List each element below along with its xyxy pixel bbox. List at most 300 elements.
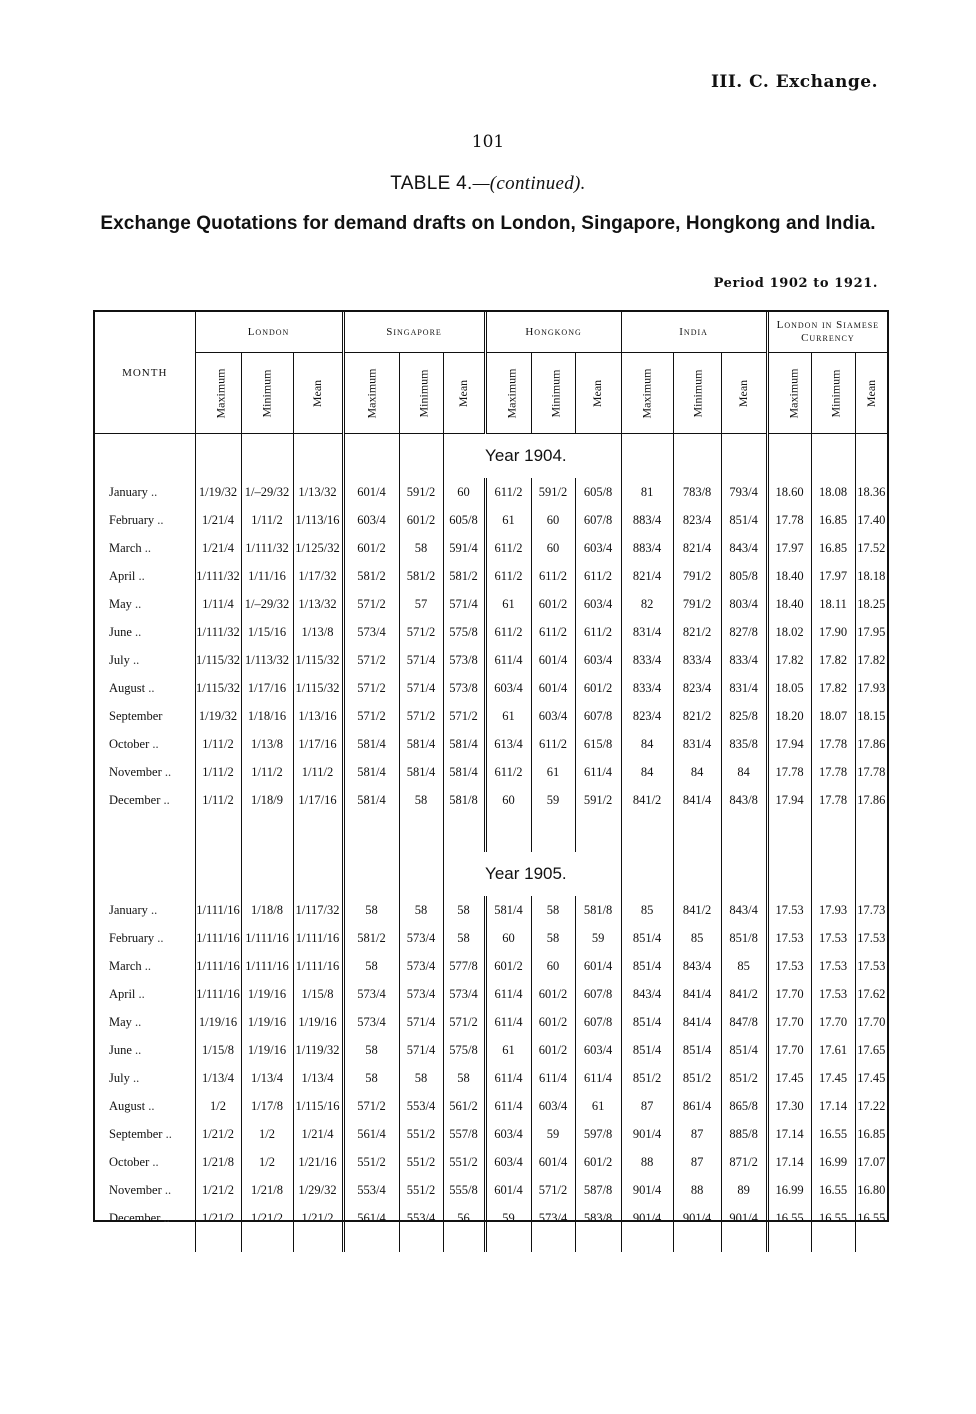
cell-singapore-minimum: 57	[399, 590, 443, 618]
cell-singapore-maximum: 571/2	[343, 590, 399, 618]
cell-london-mean: 1/21/4	[293, 1120, 343, 1148]
subheader-london-siamese-mean	[855, 353, 887, 434]
year-row-gap	[855, 434, 887, 479]
cell-india-maximum: 851/4	[621, 952, 673, 980]
month-leader-dots: ..	[152, 736, 159, 751]
month-cell	[95, 506, 195, 534]
month-leader-dots: ..	[135, 1042, 142, 1057]
cell-singapore-maximum: 561/4	[343, 1204, 399, 1232]
cell-singapore-minimum: 571/2	[399, 702, 443, 730]
year-row-gap	[621, 434, 673, 479]
subheader-singapore-maximum	[343, 353, 399, 434]
cell-india-maximum: 88	[621, 1148, 673, 1176]
subheader-label: Maximum	[213, 368, 227, 418]
table-row	[95, 646, 887, 674]
year-row-gap	[443, 434, 485, 479]
month-name: September	[109, 708, 163, 723]
cell-india-minimum: 861/4	[673, 1092, 721, 1120]
cell-hongkong-mean: 607/8	[575, 980, 621, 1008]
month-cell	[95, 478, 195, 506]
cell-london-siamese-mean: 17.22	[855, 1092, 887, 1120]
cell-hongkong-mean: 61	[575, 1092, 621, 1120]
table-label: TABLE 4.	[390, 173, 473, 194]
tail-cell	[343, 1232, 399, 1252]
cell-india-minimum: 841/4	[673, 980, 721, 1008]
tail-cell	[673, 1232, 721, 1252]
cell-london-siamese-minimum: 16.85	[811, 506, 855, 534]
cell-hongkong-mean: 607/8	[575, 702, 621, 730]
cell-hongkong-maximum: 601/4	[485, 1176, 531, 1204]
cell-singapore-mean: 591/4	[443, 534, 485, 562]
month-leader-dots: ..	[132, 652, 140, 667]
cell-india-maximum: 85	[621, 896, 673, 924]
cell-london-siamese-minimum: 17.97	[811, 562, 855, 590]
month-leader-dots: ..	[164, 1182, 172, 1197]
month-name: November	[109, 1182, 162, 1197]
cell-india-minimum: 851/2	[673, 1064, 721, 1092]
cell-singapore-minimum: 553/4	[399, 1092, 443, 1120]
spacer-cell	[575, 814, 621, 852]
cell-london-mean: 1/111/16	[293, 952, 343, 980]
subheader-label: Minimum	[259, 368, 274, 418]
cell-london-maximum: 1/21/2	[195, 1120, 241, 1148]
subheader-label: Minimum	[548, 368, 563, 418]
month-leader-dots: ..	[144, 540, 151, 555]
cell-hongkong-maximum: 603/4	[485, 1148, 531, 1176]
month-cell	[95, 758, 195, 786]
cell-india-minimum: 87	[673, 1148, 721, 1176]
cell-india-maximum: 851/4	[621, 1036, 673, 1064]
cell-singapore-maximum: 581/2	[343, 924, 399, 952]
cell-london-siamese-mean: 17.53	[855, 952, 887, 980]
subheader-label: Mean	[456, 379, 471, 407]
cell-singapore-minimum: 58	[399, 896, 443, 924]
cell-london-minimum: 1/18/16	[241, 702, 293, 730]
cell-india-minimum: 84	[673, 758, 721, 786]
month-column-header: MONTH	[95, 312, 195, 434]
cell-london-siamese-mean: 16.80	[855, 1176, 887, 1204]
cell-london-siamese-mean: 17.53	[855, 924, 887, 952]
subheader-singapore-minimum	[399, 353, 443, 434]
cell-london-siamese-maximum: 17.53	[767, 952, 811, 980]
year-row-gap	[443, 852, 485, 896]
year-row-gap	[343, 434, 399, 479]
cell-singapore-minimum: 571/4	[399, 1008, 443, 1036]
cell-singapore-minimum: 571/4	[399, 1036, 443, 1064]
cell-london-mean: 1/13/32	[293, 478, 343, 506]
cell-india-minimum: 783/8	[673, 478, 721, 506]
month-name: July	[109, 652, 130, 667]
table-title: Exchange Quotations for demand drafts on London, Singapore, Hongkong and India.	[100, 213, 876, 234]
cell-hongkong-minimum: 601/4	[531, 674, 575, 702]
month-name: June	[109, 624, 132, 639]
cell-london-siamese-mean: 17.73	[855, 896, 887, 924]
cell-hongkong-mean: 59	[575, 924, 621, 952]
cell-london-siamese-maximum: 17.45	[767, 1064, 811, 1092]
subheader-label: Mean	[863, 379, 878, 407]
month-leader-dots: ..	[157, 930, 164, 945]
cell-london-siamese-mean: 17.52	[855, 534, 887, 562]
cell-singapore-mean: 561/2	[443, 1092, 485, 1120]
cell-hongkong-minimum: 611/2	[531, 562, 575, 590]
year-label: Year 1905.	[485, 864, 567, 883]
cell-london-siamese-maximum: 17.97	[767, 534, 811, 562]
cell-india-maximum: 843/4	[621, 980, 673, 1008]
cell-india-mean: 851/2	[721, 1064, 767, 1092]
cell-london-siamese-minimum: 16.55	[811, 1176, 855, 1204]
cell-london-maximum: 1/21/4	[195, 506, 241, 534]
cell-london-siamese-maximum: 17.94	[767, 730, 811, 758]
month-leader-dots: ..	[135, 624, 142, 639]
cell-india-maximum: 84	[621, 758, 673, 786]
month-cell	[95, 1148, 195, 1176]
cell-hongkong-minimum: 611/2	[531, 618, 575, 646]
cell-hongkong-maximum: 611/2	[485, 758, 531, 786]
cell-london-siamese-minimum: 16.85	[811, 534, 855, 562]
month-cell	[95, 1176, 195, 1204]
tail-cell	[721, 1232, 767, 1252]
cell-india-mean: 803/4	[721, 590, 767, 618]
cell-london-maximum: 1/111/16	[195, 952, 241, 980]
month-cell	[95, 1204, 195, 1232]
spacer-cell	[855, 814, 887, 852]
section-title: III. C. Exchange.	[710, 72, 878, 92]
cell-singapore-minimum: 58	[399, 1064, 443, 1092]
month-name: January	[109, 902, 148, 917]
cell-hongkong-minimum: 601/4	[531, 646, 575, 674]
cell-london-mean: 1/21/2	[293, 1204, 343, 1232]
cell-hongkong-maximum: 59	[485, 1204, 531, 1232]
cell-hongkong-minimum: 60	[531, 952, 575, 980]
cell-london-siamese-mean: 17.78	[855, 758, 887, 786]
cell-hongkong-maximum: 611/4	[485, 980, 531, 1008]
cell-india-minimum: 841/2	[673, 896, 721, 924]
cell-hongkong-mean: 611/4	[575, 1064, 621, 1092]
cell-hongkong-maximum: 611/2	[485, 562, 531, 590]
group-header-london: London	[195, 312, 343, 353]
cell-singapore-maximum: 58	[343, 952, 399, 980]
year-row-gap	[673, 852, 721, 896]
cell-london-siamese-minimum: 17.70	[811, 1008, 855, 1036]
cell-london-siamese-mean: 17.86	[855, 730, 887, 758]
subheader-label: Mean	[310, 379, 325, 407]
cell-singapore-maximum: 571/2	[343, 674, 399, 702]
cell-london-siamese-maximum: 18.20	[767, 702, 811, 730]
year-row-gap	[195, 852, 241, 896]
group-header-row	[95, 312, 887, 353]
cell-singapore-maximum: 573/4	[343, 618, 399, 646]
cell-london-siamese-minimum: 17.53	[811, 924, 855, 952]
month-cell	[95, 646, 195, 674]
cell-singapore-maximum: 581/2	[343, 562, 399, 590]
month-cell	[95, 534, 195, 562]
cell-india-minimum: 88	[673, 1176, 721, 1204]
cell-london-maximum: 1/21/2	[195, 1176, 241, 1204]
cell-singapore-mean: 573/8	[443, 674, 485, 702]
cell-london-siamese-mean: 18.25	[855, 590, 887, 618]
spacer-cell	[485, 814, 531, 852]
month-cell	[95, 786, 195, 814]
month-leader-dots: ..	[148, 680, 155, 695]
cell-london-siamese-maximum: 16.55	[767, 1204, 811, 1232]
cell-singapore-maximum: 573/4	[343, 1008, 399, 1036]
month-leader-dots: ..	[163, 792, 170, 807]
cell-hongkong-mean: 601/2	[575, 1148, 621, 1176]
cell-london-siamese-maximum: 16.99	[767, 1176, 811, 1204]
spacer-cell	[399, 814, 443, 852]
month-name: January	[109, 484, 148, 499]
cell-london-siamese-mean: 17.86	[855, 786, 887, 814]
cell-hongkong-mean: 601/2	[575, 674, 621, 702]
cell-hongkong-maximum: 611/2	[485, 478, 531, 506]
table-row	[95, 1036, 887, 1064]
cell-london-siamese-mean: 17.70	[855, 1008, 887, 1036]
cell-london-siamese-maximum: 18.40	[767, 562, 811, 590]
cell-hongkong-minimum: 58	[531, 924, 575, 952]
month-cell	[95, 1120, 195, 1148]
month-leader-dots: ..	[132, 1070, 140, 1085]
month-cell	[95, 952, 195, 980]
cell-hongkong-minimum: 61	[531, 758, 575, 786]
cell-london-minimum: 1/13/8	[241, 730, 293, 758]
cell-india-mean: 805/8	[721, 562, 767, 590]
cell-london-siamese-maximum: 18.40	[767, 590, 811, 618]
year-row-gap	[293, 434, 343, 479]
cell-singapore-mean: 581/2	[443, 562, 485, 590]
year-row-gap	[855, 852, 887, 896]
month-leader-dots: ..	[144, 958, 151, 973]
cell-singapore-maximum: 573/4	[343, 980, 399, 1008]
cell-singapore-minimum: 591/2	[399, 478, 443, 506]
spacer-cell	[767, 814, 811, 852]
tail-cell	[531, 1232, 575, 1252]
month-name: June	[109, 1042, 132, 1057]
tail-row	[95, 1232, 887, 1252]
year-row-gap	[767, 434, 811, 479]
cell-london-minimum: 1/11/2	[241, 758, 293, 786]
subheader-label: Minimum	[828, 368, 843, 418]
tail-cell	[811, 1232, 855, 1252]
cell-london-siamese-mean: 17.40	[855, 506, 887, 534]
group-header-london-siamese: London in Siamese Currency	[767, 312, 887, 353]
cell-london-siamese-minimum: 18.08	[811, 478, 855, 506]
cell-london-siamese-minimum: 17.82	[811, 674, 855, 702]
month-name: May	[109, 596, 132, 611]
subheader-label: Maximum	[504, 368, 519, 418]
cell-london-minimum: 1/21/8	[241, 1176, 293, 1204]
cell-london-maximum: 1/111/32	[195, 618, 241, 646]
subheader-london-maximum	[195, 353, 241, 434]
subheader-london-siamese-minimum	[811, 353, 855, 434]
cell-london-minimum: 1/13/4	[241, 1064, 293, 1092]
cell-hongkong-minimum: 603/4	[531, 702, 575, 730]
cell-hongkong-mean: 605/8	[575, 478, 621, 506]
cell-singapore-minimum: 573/4	[399, 924, 443, 952]
cell-london-minimum: 1/18/9	[241, 786, 293, 814]
cell-hongkong-maximum: 603/4	[485, 1120, 531, 1148]
cell-hongkong-mean: 597/8	[575, 1120, 621, 1148]
cell-hongkong-mean: 581/8	[575, 896, 621, 924]
cell-london-siamese-maximum: 17.14	[767, 1148, 811, 1176]
cell-london-maximum: 1/111/16	[195, 924, 241, 952]
month-leader-dots: ..	[135, 596, 142, 611]
cell-london-siamese-minimum: 16.55	[811, 1204, 855, 1232]
table-row	[95, 1008, 887, 1036]
cell-london-siamese-minimum: 17.53	[811, 980, 855, 1008]
month-cell	[95, 590, 195, 618]
table-row	[95, 1092, 887, 1120]
year-row-gap	[241, 434, 293, 479]
cell-london-maximum: 1/11/2	[195, 758, 241, 786]
cell-hongkong-maximum: 603/4	[485, 674, 531, 702]
cell-london-minimum: 1/–29/32	[241, 590, 293, 618]
cell-india-maximum: 82	[621, 590, 673, 618]
cell-singapore-maximum: 58	[343, 896, 399, 924]
cell-hongkong-minimum: 59	[531, 786, 575, 814]
table-row	[95, 1064, 887, 1092]
month-name: December	[109, 1210, 161, 1225]
cell-london-minimum: 1/19/16	[241, 980, 293, 1008]
spacer-cell	[531, 814, 575, 852]
month-cell	[95, 674, 195, 702]
cell-india-mean: 825/8	[721, 702, 767, 730]
cell-singapore-maximum: 571/2	[343, 702, 399, 730]
cell-london-mean: 1/17/32	[293, 562, 343, 590]
cell-london-siamese-minimum: 17.78	[811, 730, 855, 758]
cell-hongkong-mean: 587/8	[575, 1176, 621, 1204]
table-row	[95, 506, 887, 534]
cell-singapore-maximum: 581/4	[343, 730, 399, 758]
cell-hongkong-maximum: 601/2	[485, 952, 531, 980]
cell-hongkong-minimum: 603/4	[531, 1092, 575, 1120]
cell-singapore-maximum: 571/2	[343, 1092, 399, 1120]
tail-cell	[485, 1232, 531, 1252]
month-leader-dots: ..	[157, 512, 164, 527]
cell-hongkong-mean: 583/8	[575, 1204, 621, 1232]
month-cell	[95, 1036, 195, 1064]
cell-singapore-minimum: 581/4	[399, 730, 443, 758]
cell-singapore-minimum: 58	[399, 786, 443, 814]
spacer-cell	[443, 814, 485, 852]
cell-london-maximum: 1/111/16	[195, 980, 241, 1008]
cell-london-siamese-maximum: 17.70	[767, 1036, 811, 1064]
cell-singapore-maximum: 58	[343, 1064, 399, 1092]
cell-singapore-maximum: 58	[343, 1036, 399, 1064]
cell-india-mean: 84	[721, 758, 767, 786]
tail-cell	[195, 1232, 241, 1252]
cell-india-maximum: 821/4	[621, 562, 673, 590]
cell-london-minimum: 1/–29/32	[241, 478, 293, 506]
cell-india-mean: 851/4	[721, 506, 767, 534]
cell-singapore-maximum: 601/4	[343, 478, 399, 506]
cell-hongkong-minimum: 60	[531, 534, 575, 562]
subheader-label: Maximum	[786, 368, 801, 418]
cell-london-siamese-maximum: 17.70	[767, 1008, 811, 1036]
cell-london-siamese-minimum: 17.53	[811, 952, 855, 980]
cell-hongkong-maximum: 611/4	[485, 1008, 531, 1036]
period-label: Period 1902 to 1921.	[713, 276, 878, 291]
year-row-gap	[241, 852, 293, 896]
subheader-label: Minimum	[416, 368, 431, 418]
cell-hongkong-maximum: 60	[485, 924, 531, 952]
cell-london-maximum: 1/21/2	[195, 1204, 241, 1232]
cell-singapore-mean: 60	[443, 478, 485, 506]
group-header-india: India	[621, 312, 767, 353]
cell-india-mean: 851/4	[721, 1036, 767, 1064]
cell-hongkong-mean: 607/8	[575, 1008, 621, 1036]
year-row-gap	[811, 852, 855, 896]
table-row	[95, 980, 887, 1008]
year-row-gap	[343, 852, 399, 896]
cell-singapore-minimum: 551/2	[399, 1148, 443, 1176]
cell-india-mean: 85	[721, 952, 767, 980]
cell-singapore-minimum: 573/4	[399, 980, 443, 1008]
cell-hongkong-minimum: 601/4	[531, 1148, 575, 1176]
cell-india-minimum: 901/4	[673, 1204, 721, 1232]
cell-london-siamese-maximum: 17.30	[767, 1092, 811, 1120]
exchange-table	[95, 312, 887, 1252]
cell-london-minimum: 1/19/16	[241, 1036, 293, 1064]
subcolumn-header-row	[95, 353, 887, 434]
month-name: October	[109, 1154, 150, 1169]
cell-singapore-maximum: 603/4	[343, 506, 399, 534]
cell-london-minimum: 1/15/16	[241, 618, 293, 646]
month-name: March	[109, 958, 142, 973]
cell-london-mean: 1/17/16	[293, 730, 343, 758]
subheader-india-mean	[721, 353, 767, 434]
spacer-cell	[811, 814, 855, 852]
cell-singapore-mean: 58	[443, 924, 485, 952]
cell-london-maximum: 1/19/32	[195, 702, 241, 730]
cell-hongkong-minimum: 59	[531, 1120, 575, 1148]
cell-london-siamese-mean: 17.93	[855, 674, 887, 702]
cell-london-siamese-mean: 17.82	[855, 646, 887, 674]
cell-london-siamese-maximum: 17.94	[767, 786, 811, 814]
cell-london-siamese-minimum: 16.55	[811, 1120, 855, 1148]
table-row	[95, 1120, 887, 1148]
cell-london-minimum: 1/11/2	[241, 506, 293, 534]
table-row	[95, 674, 887, 702]
cell-singapore-mean: 581/4	[443, 758, 485, 786]
cell-singapore-minimum: 581/2	[399, 562, 443, 590]
cell-india-minimum: 821/2	[673, 618, 721, 646]
year-row-gap	[95, 434, 195, 479]
table-row	[95, 1176, 887, 1204]
month-name: February	[109, 930, 155, 945]
cell-london-minimum: 1/17/16	[241, 674, 293, 702]
cell-india-minimum: 841/4	[673, 786, 721, 814]
year-row-gap	[399, 434, 443, 479]
table-continued: —(continued).	[472, 173, 586, 194]
cell-hongkong-mean: 591/2	[575, 786, 621, 814]
cell-london-siamese-mean: 17.45	[855, 1064, 887, 1092]
cell-london-siamese-maximum: 17.70	[767, 980, 811, 1008]
month-name: October	[109, 736, 150, 751]
cell-london-maximum: 1/2	[195, 1092, 241, 1120]
cell-london-siamese-maximum: 18.60	[767, 478, 811, 506]
cell-london-maximum: 1/111/32	[195, 562, 241, 590]
month-name: May	[109, 1014, 132, 1029]
cell-london-mean: 1/113/16	[293, 506, 343, 534]
cell-india-maximum: 833/4	[621, 674, 673, 702]
cell-singapore-mean: 581/8	[443, 786, 485, 814]
cell-singapore-minimum: 601/2	[399, 506, 443, 534]
cell-singapore-minimum: 58	[399, 534, 443, 562]
cell-london-minimum: 1/11/16	[241, 562, 293, 590]
cell-london-minimum: 1/111/32	[241, 534, 293, 562]
month-leader-dots: ..	[152, 1154, 159, 1169]
month-leader-dots: ..	[165, 1126, 172, 1141]
